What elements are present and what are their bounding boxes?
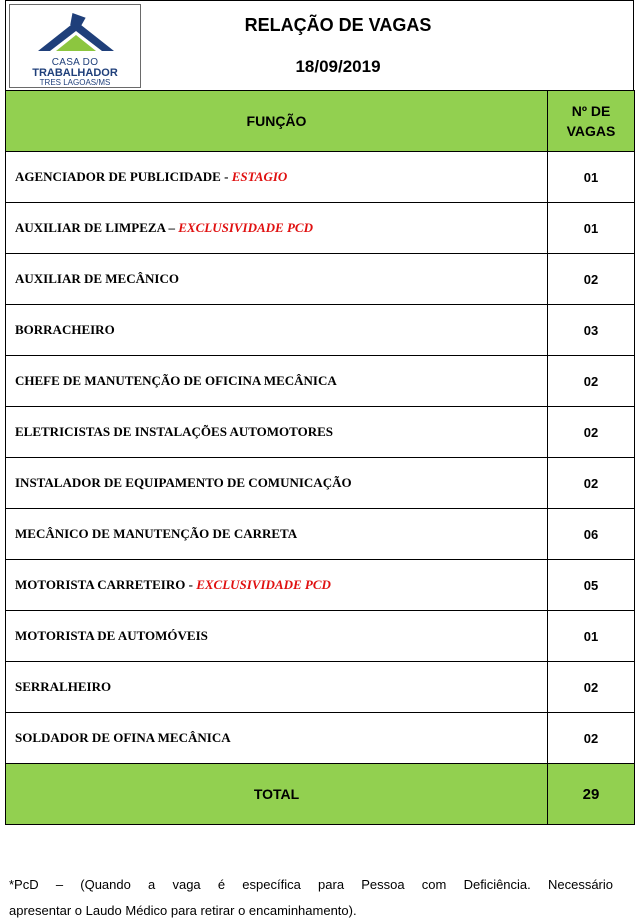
vacancy-count: 02 [548,458,635,509]
column-header-vagas-line2: VAGAS [566,123,616,139]
page-date: 18/09/2019 [295,57,381,76]
table-row [6,152,635,203]
role-name: BORRACHEIRO [15,322,115,337]
role-name: AGENCIADOR DE PUBLICIDADE - [15,169,232,184]
role-cell [6,407,548,458]
vacancy-count: 02 [548,662,635,713]
vacancy-count: 01 [548,611,635,662]
table-row [6,203,635,254]
role-name: ELETRICISTAS DE INSTALAÇÕES AUTOMOTORES [15,424,333,439]
vacancies-table [5,90,635,825]
column-header-vagas [548,91,635,152]
vacancy-count: 05 [548,560,635,611]
vacancy-count: 02 [548,407,635,458]
table-row [6,254,635,305]
role-name: INSTALADOR DE EQUIPAMENTO DE COMUNICAÇÃO [15,475,352,490]
vacancy-count: 01 [548,152,635,203]
vacancy-count: 03 [548,305,635,356]
house-roof-icon [18,11,134,57]
document-header [5,0,634,90]
role-note: EXCLUSIVIDADE PCD [196,577,331,592]
role-name: MECÂNICO DE MANUTENÇÃO DE CARRETA [15,526,298,541]
table-row [6,713,635,764]
casa-do-trabalhador-logo [9,4,141,88]
vacancy-count: 01 [548,203,635,254]
role-name: CHEFE DE MANUTENÇÃO DE OFICINA MECÂNICA [15,373,337,388]
footnote-line1: *PcD – (Quando a vaga é específica para Pessoa com Deficiência. Necessário [9,877,613,892]
role-cell [6,203,548,254]
logo-text-line1: CASA DO [51,57,99,68]
role-cell [6,611,548,662]
vacancy-count: 02 [548,713,635,764]
vacancy-count: 02 [548,254,635,305]
vacancy-count: 02 [548,356,635,407]
total-row [6,764,635,825]
column-header-vagas-line1: Nº DE [571,103,611,119]
role-name: AUXILIAR DE MECÂNICO [15,271,179,286]
role-name: SOLDADOR DE OFINA MECÂNICA [15,730,231,745]
role-cell [6,458,548,509]
role-note: EXCLUSIVIDADE PCD [178,220,313,235]
role-cell [6,152,548,203]
table-row [6,407,635,458]
vacancy-count: 06 [548,509,635,560]
role-cell [6,662,548,713]
table-row [6,356,635,407]
table-row [6,560,635,611]
role-cell [6,356,548,407]
role-note: ESTAGIO [231,169,288,184]
total-label: TOTAL [6,764,548,825]
footnote [9,872,613,924]
footnote-line2: apresentar o Laudo Médico para retirar o encaminhamento). [9,903,357,918]
table-header-row [6,91,635,152]
page-title: RELAÇÃO DE VAGAS [244,15,432,35]
role-name: AUXILIAR DE LIMPEZA – [15,220,179,235]
role-name: SERRALHEIRO [15,679,112,694]
table-row [6,662,635,713]
table-row [6,611,635,662]
logo-text-line2: TRABALHADOR [32,67,118,79]
role-name: MOTORISTA CARRETEIRO - [15,577,197,592]
role-cell [6,509,548,560]
table-row [6,305,635,356]
total-value: 29 [548,764,635,825]
role-cell [6,254,548,305]
column-header-funcao: FUNÇÃO [6,91,548,152]
table-row [6,509,635,560]
role-cell [6,305,548,356]
table-row [6,458,635,509]
role-cell [6,560,548,611]
role-name: MOTORISTA DE AUTOMÓVEIS [15,628,208,643]
logo-text-line3: TRES LAGOAS/MS [39,78,111,87]
role-cell [6,713,548,764]
